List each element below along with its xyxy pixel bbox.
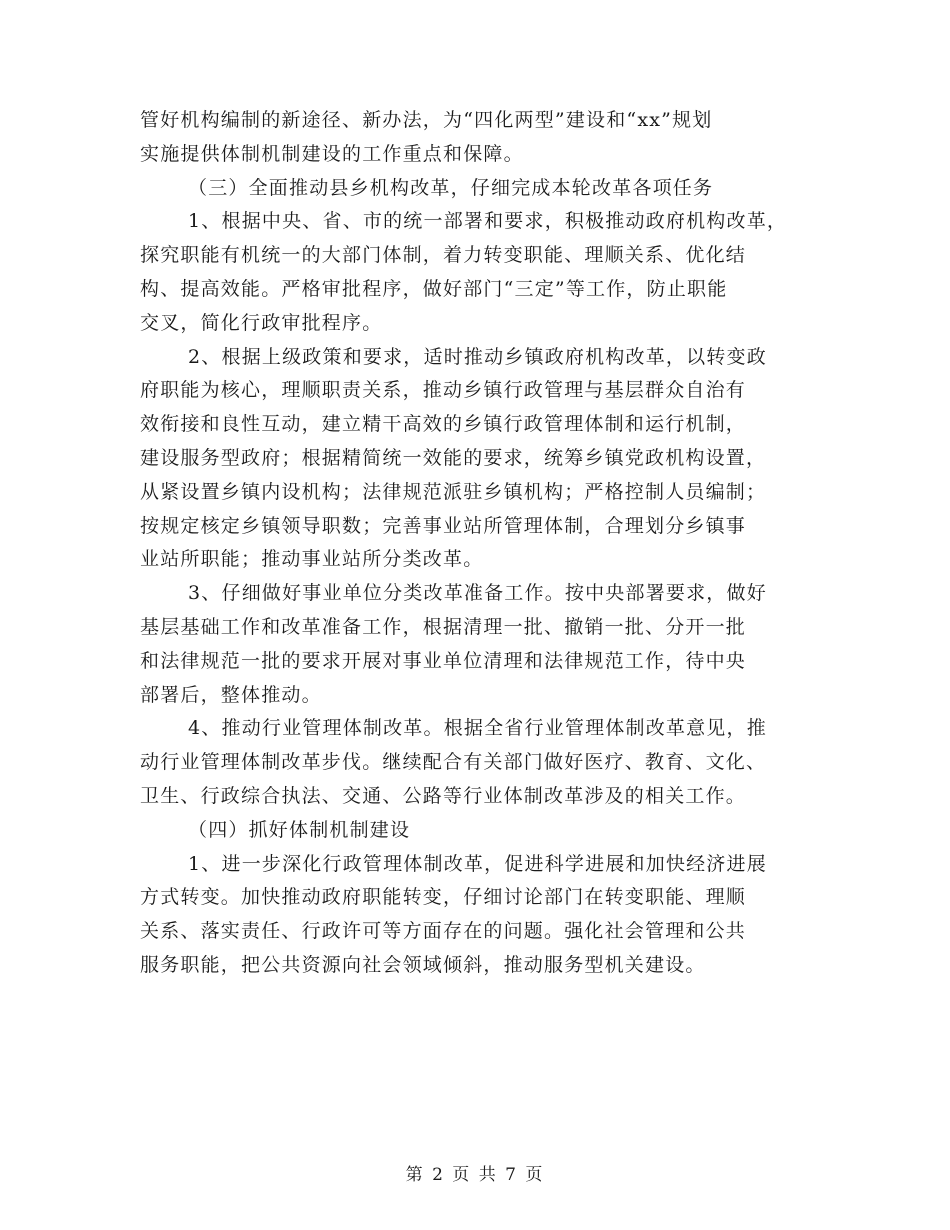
text-line: 交叉，简化行政审批程序。 xyxy=(140,311,383,334)
text-line: 1、根据中央、省、市的统一部署和要求，积极推动政府机构改革， xyxy=(188,210,788,233)
page-footer: 第 2 页 共 7 页 xyxy=(405,1165,545,1185)
text-line: 1、进一步深化行政管理体制改革，促进科学进展和加快经济进展 xyxy=(188,852,767,875)
text-line: 服务职能，把公共资源向社会领域倾斜，推动服务型机关建设。 xyxy=(140,953,706,976)
text-line: 从紧设置乡镇内设机构；法律规范派驻乡镇机构；严格控制人员编制； xyxy=(140,480,767,503)
text-line: 部署后，整体推动。 xyxy=(140,683,322,706)
text-line: 按规定核定乡镇领导职数；完善事业站所管理体制，合理划分乡镇事 xyxy=(140,514,747,537)
text-line: 3、仔细做好事业单位分类改革准备工作。按中央部署要求，做好 xyxy=(188,582,767,605)
text-line: （四）抓好体制机制建设 xyxy=(188,818,411,841)
text-line: 管好机构编制的新途径、新办法，为“四化两型”建设和“xx”规划 xyxy=(140,109,713,131)
text-line: 卫生、行政综合执法、交通、公路等行业体制改革涉及的相关工作。 xyxy=(140,784,747,807)
text-line: 动行业管理体制改革步伐。继续配合有关部门做好医疗、教育、文化、 xyxy=(140,751,767,774)
text-line: 业站所职能；推动事业站所分类改革。 xyxy=(140,548,484,571)
text-line: 探究职能有机统一的大部门体制，着力转变职能、理顺关系、优化结 xyxy=(140,244,747,267)
text-line: 关系、落实责任、行政许可等方面存在的问题。强化社会管理和公共 xyxy=(140,920,747,943)
text-line: 效衔接和良性互动，建立精干高效的乡镇行政管理体制和运行机制， xyxy=(140,413,747,436)
text-line: 2、根据上级政策和要求，适时推动乡镇政府机构改革，以转变政 xyxy=(188,345,767,368)
text-line: 4、推动行业管理体制改革。根据全省行业管理体制改革意见，推 xyxy=(188,717,767,740)
text-line: 建设服务型政府；根据精简统一效能的要求，统筹乡镇党政机构设置， xyxy=(140,446,767,469)
text-line: 府职能为核心，理顺职责关系，推动乡镇行政管理与基层群众自治有 xyxy=(140,379,747,402)
text-line: 基层基础工作和改革准备工作，根据清理一批、撤销一批、分开一批 xyxy=(140,615,747,638)
text-line: 方式转变。加快推动政府职能转变，仔细讨论部门在转变职能、理顺 xyxy=(140,886,747,909)
text-line: 实施提供体制机制建设的工作重点和保障。 xyxy=(140,142,524,165)
text-line: 构、提高效能。严格审批程序，做好部门“三定”等工作，防止职能 xyxy=(140,277,728,300)
document-body xyxy=(140,104,820,983)
text-line: 和法律规范一批的要求开展对事业单位清理和法律规范工作，待中央 xyxy=(140,649,747,672)
text-line: （三）全面推动县乡机构改革，仔细完成本轮改革各项任务 xyxy=(188,176,714,199)
